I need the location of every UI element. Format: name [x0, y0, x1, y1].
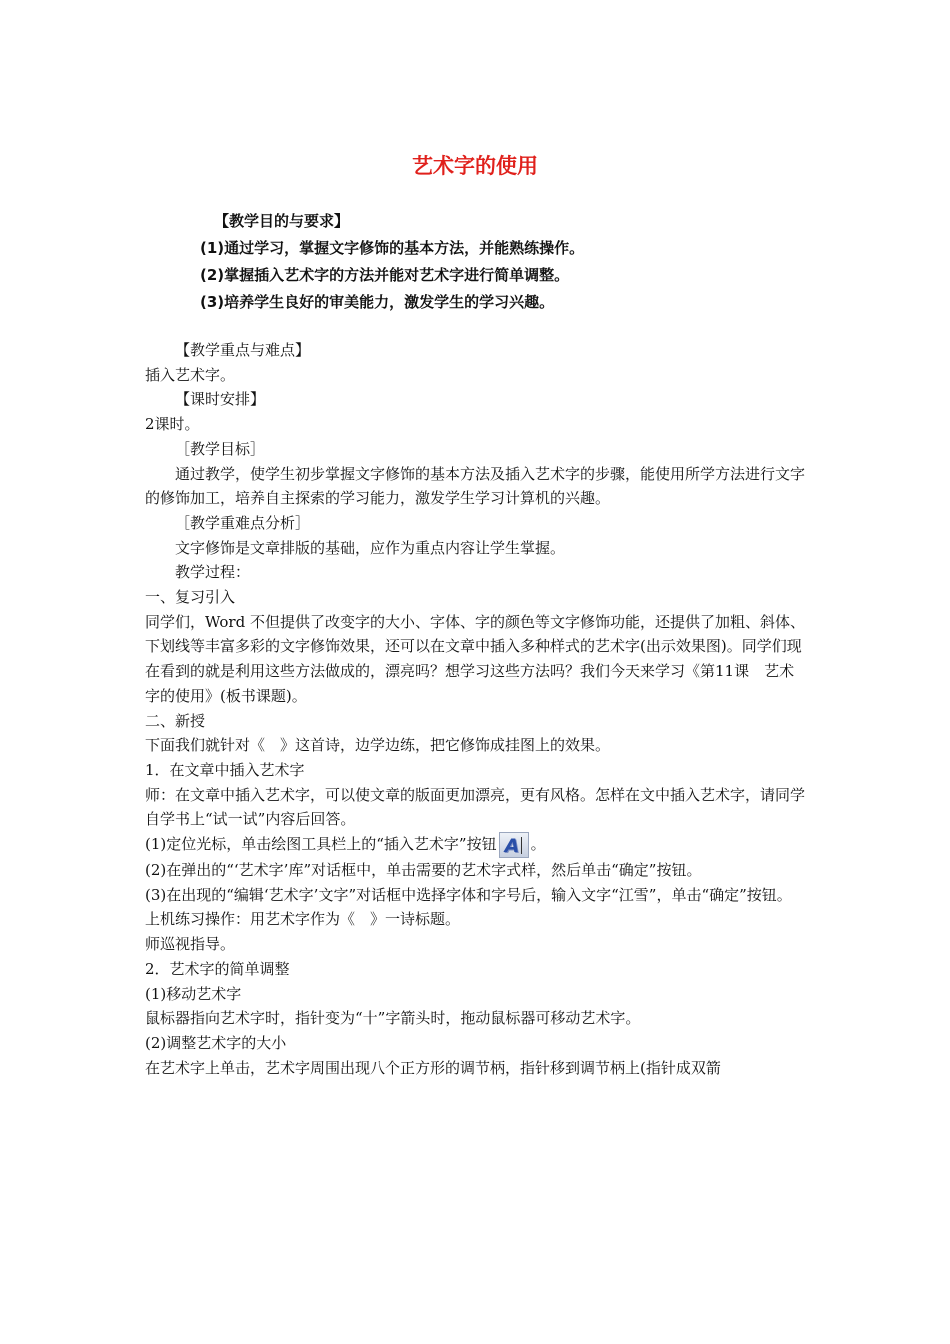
- review-text: 同学们，Word 不但提供了改变字的大小、字体、字的颜色等文字修饰功能，还提供了加粗、斜体、下划线等丰富多彩的文字修饰效果，还可以在文章中插入多种样式的艺术字(出示效果图)。同学们现在看到的就是利用这些方法做成的，漂亮吗？想学习这些方法吗？我们今天来学习《第11课 艺术字的使用》(板书课题)。: [145, 612, 805, 705]
- guide-text: 师巡视指导。: [145, 935, 236, 954]
- wordart-insert-icon: A: [499, 832, 529, 858]
- step2-heading: 2．艺术字的简单调整: [145, 959, 290, 978]
- resize-heading: (2)调整艺术字的大小: [145, 1033, 287, 1052]
- step1-a-end: 。: [530, 835, 546, 854]
- step1-heading: 1．在文章中插入艺术字: [145, 760, 305, 779]
- goals-block: [200, 208, 620, 316]
- key-points-heading: 【教学重点与难点】: [175, 341, 311, 359]
- new-lesson-text: 下面我们就针对《 》这首诗，边学边练，把它修饰成挂图上的效果。: [145, 736, 611, 755]
- step1-a: [145, 832, 807, 858]
- target-heading: ［教学目标］: [175, 439, 266, 458]
- step1-text: 师：在文章中插入艺术字，可以使文章的版面更加漂亮，更有风格。怎样在文中插入艺术字，请同学自学书上“试一试”内容后回答。: [145, 785, 806, 829]
- process-heading: 教学过程：: [175, 563, 251, 582]
- analysis-heading: ［教学重难点分析］: [175, 513, 311, 532]
- document-body: [145, 338, 807, 1080]
- goal-item: (3)培养学生良好的审美能力，激发学生的学习兴趣。: [200, 293, 555, 311]
- resize-text: 在艺术字上单击，艺术字周围出现八个正方形的调节柄，指针移到调节柄上(指针成双箭: [145, 1058, 721, 1077]
- page-title: 艺术字的使用: [412, 154, 538, 178]
- key-points-text: 插入艺术字。: [145, 365, 236, 384]
- review-heading: 一、复习引入: [145, 588, 236, 607]
- analysis-text: 文字修饰是文章排版的基础，应作为重点内容让学生掌握。: [175, 538, 566, 557]
- goals-heading: 【教学目的与要求】: [214, 212, 350, 230]
- practice-text: 上机练习操作：用艺术字作为《 》一诗标题。: [145, 910, 461, 929]
- move-text: 鼠标器指向艺术字时，指针变为“十”字箭头时，拖动鼠标器可移动艺术字。: [145, 1009, 641, 1028]
- step1-b: (2)在弹出的“‘艺术字’库”对话框中，单击需要的艺术字式样，然后单击“确定”按钮。: [145, 861, 702, 880]
- step1-a-text: (1)定位光标，单击绘图工具栏上的“插入艺术字”按钮: [145, 835, 497, 854]
- goal-item: (1)通过学习，掌握文字修饰的基本方法，并能熟练操作。: [200, 239, 585, 257]
- new-lesson-heading: 二、新授: [145, 711, 206, 730]
- target-text: 通过教学，使学生初步掌握文字修饰的基本方法及插入艺术字的步骤，能使用所学方法进行文字的修饰加工，培养自主探索的学习能力，激发学生学习计算机的兴趣。: [145, 464, 806, 508]
- move-heading: (1)移动艺术字: [145, 984, 242, 1003]
- hours-text: 2课时。: [145, 415, 200, 434]
- goal-item: (2)掌握插入艺术字的方法并能对艺术字进行简单调整。: [200, 266, 570, 284]
- hours-heading: 【课时安排】: [175, 390, 266, 409]
- step1-c: (3)在出现的“编辑‘艺术字’文字”对话框中选择字体和字号后，输入文字“江雪”，单击“确定”按钮。: [145, 885, 792, 904]
